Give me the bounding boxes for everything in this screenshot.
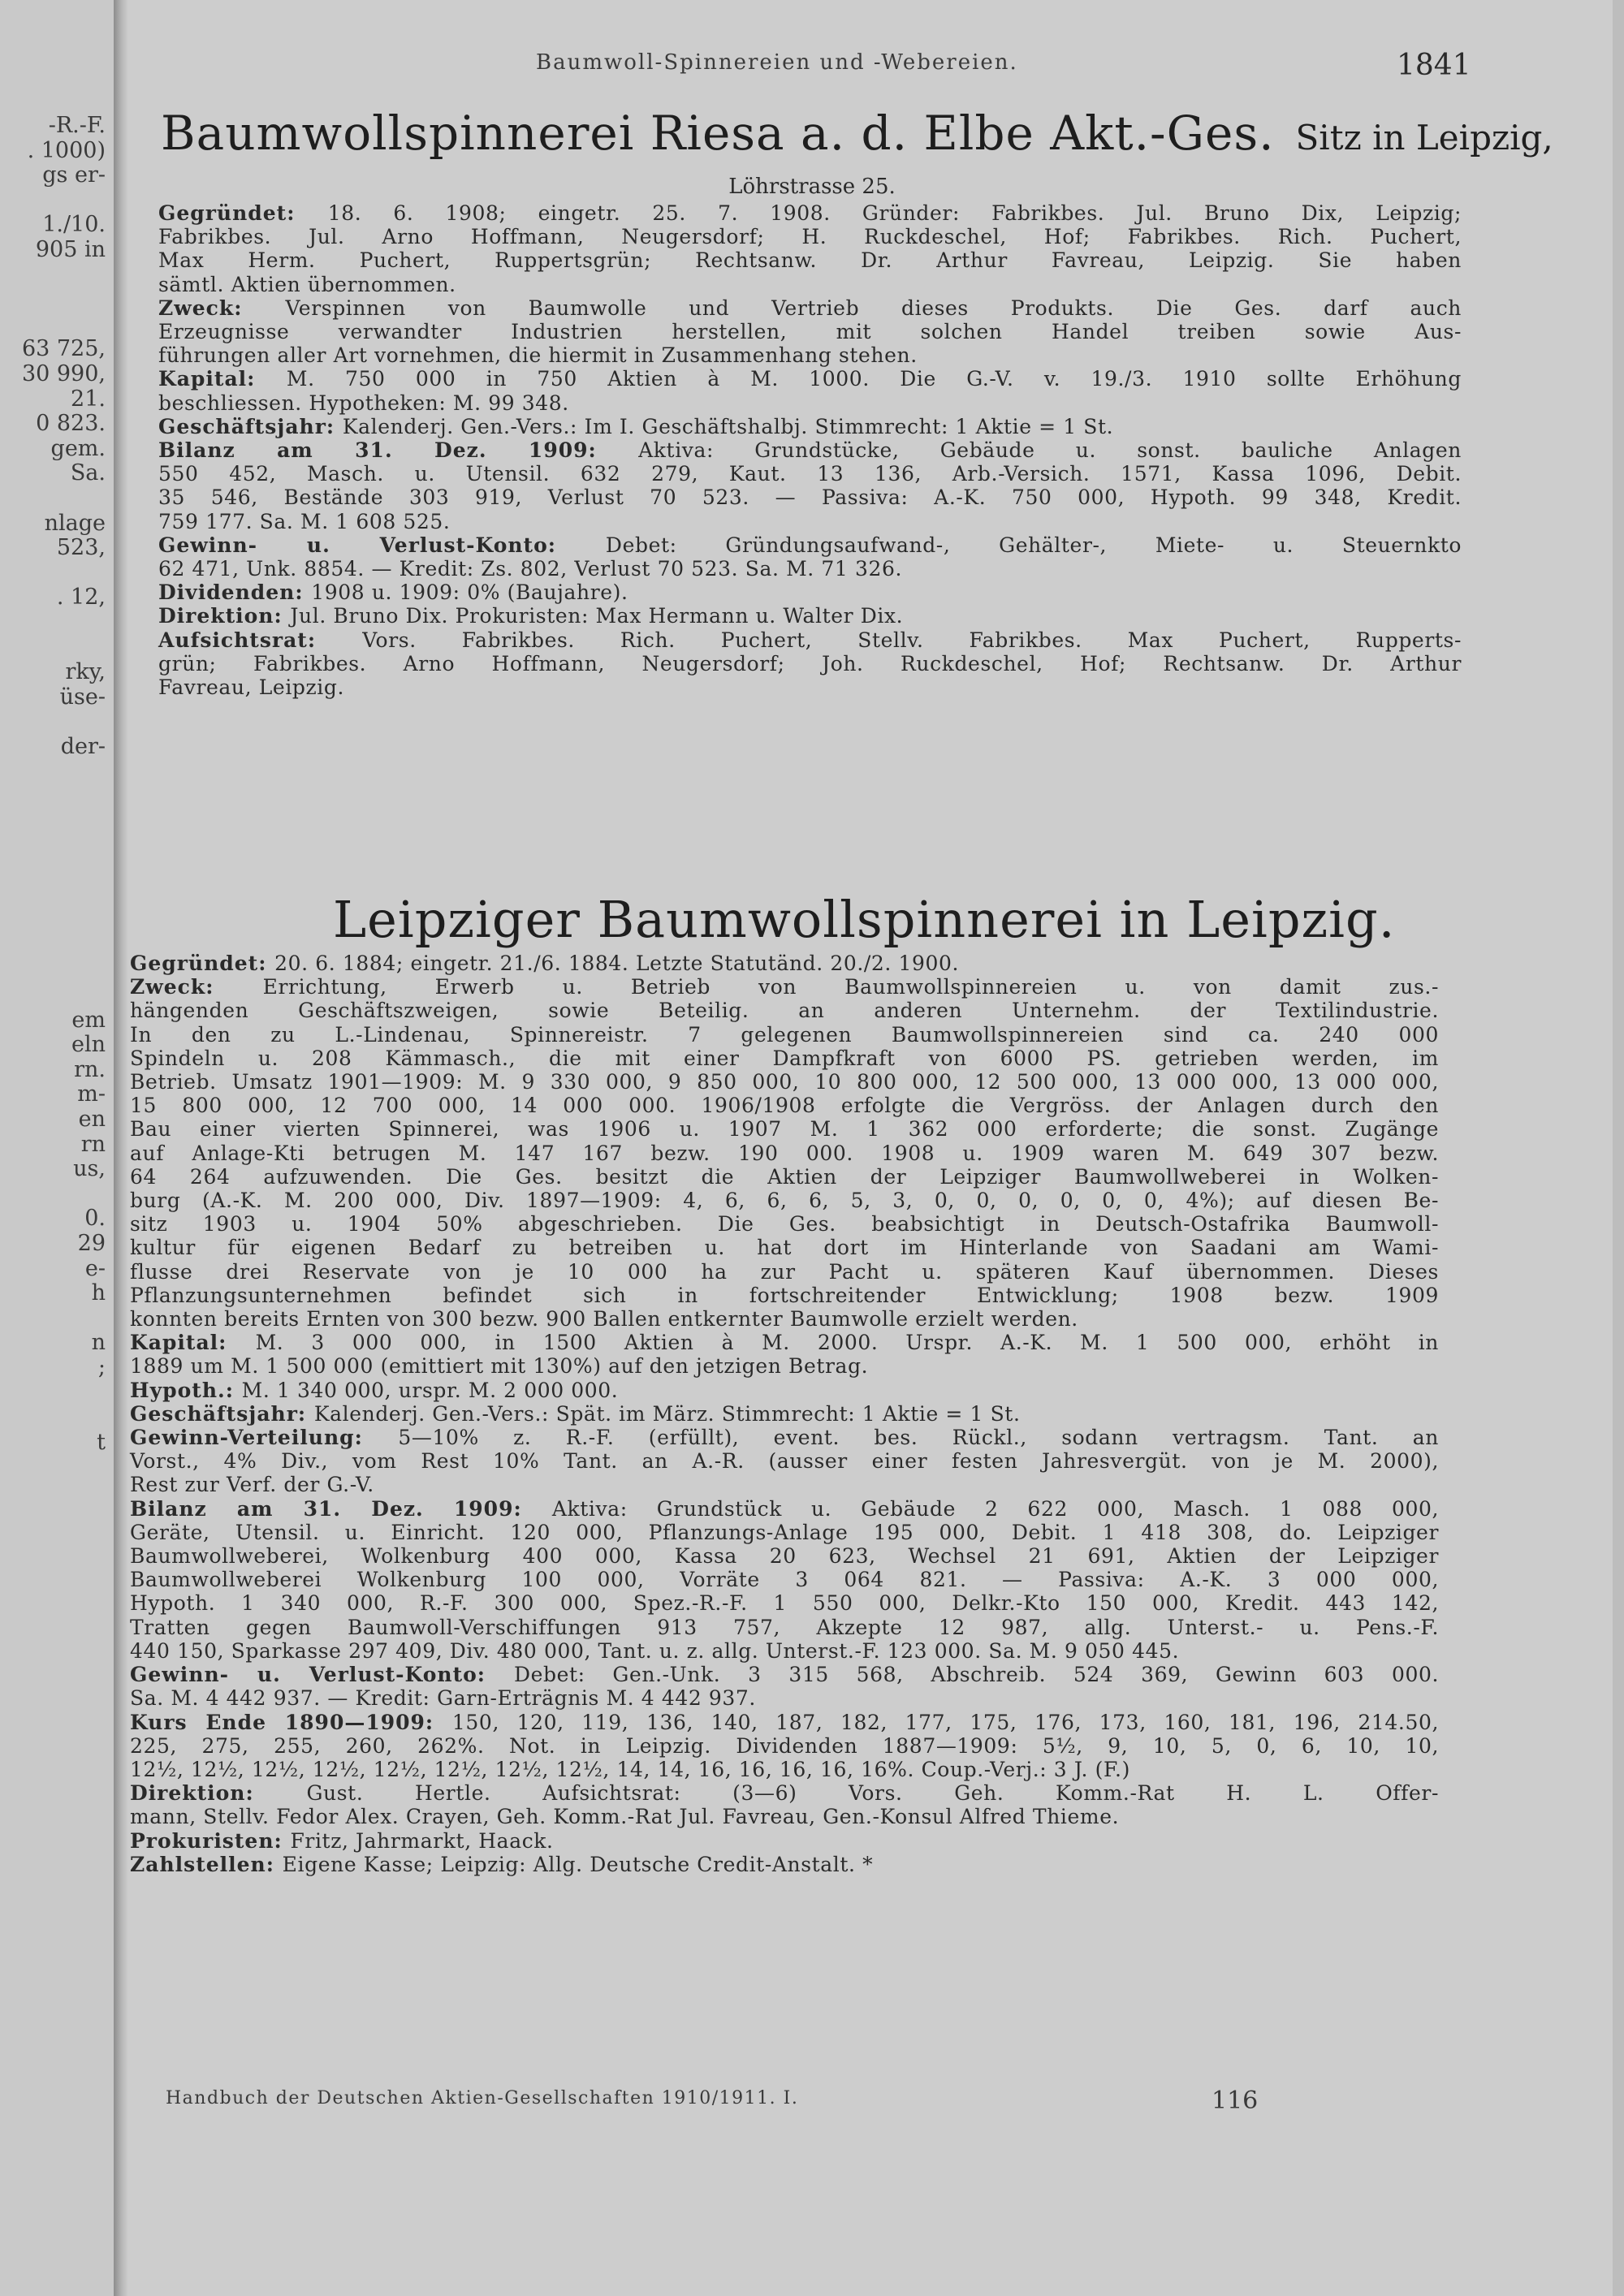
- field-label: Gegründet:: [130, 952, 275, 975]
- footer-publication: Handbuch der Deutschen Aktien-Gesellschaften 1910/1911. I.: [166, 2088, 799, 2108]
- field-text: burg (A.-K. M. 200 000, Div. 1897—1909: 4, 6, 6, 6, 5, 3, 0, 0, 0, 0, 0, 0, 4%); auf diesen Be-: [130, 1189, 1439, 1213]
- entry2-line: [130, 1805, 1439, 1828]
- field-text: Errichtung, Erwerb u. Betrieb von Baumwollspinnereien u. von damit zus.-: [262, 975, 1440, 999]
- entry1-line: [158, 628, 1462, 652]
- entry1-line: [158, 415, 1462, 438]
- field-label: Kapital:: [158, 367, 287, 391]
- entry2-line: [130, 952, 1439, 975]
- field-text: Debet: Gen.-Unk. 3 315 568, Abschreib. 524 369, Gewinn 603 000.: [513, 1663, 1440, 1687]
- entry1-line: [158, 201, 1462, 225]
- margin-fragment: 29: [77, 1231, 106, 1256]
- field-text: Gust. Hertle. Aufsichtsrat: (3—6) Vors. Geh. Komm.-Rat H. L. Offer-: [306, 1781, 1439, 1806]
- field-text: In den zu L.-Lindenau, Spinnereistr. 7 gelegenen Baumwollspinnereien sind ca. 240 000: [130, 1022, 1439, 1047]
- margin-fragment: gs er-: [42, 162, 106, 188]
- field-label: Zweck:: [158, 296, 286, 320]
- margin-fragment: h: [91, 1280, 106, 1306]
- footer-sheet-number: 116: [1212, 2087, 1259, 2115]
- entry2-line: [130, 1236, 1439, 1259]
- entry2-line: [130, 1189, 1439, 1212]
- field-text: flusse drei Reservate von je 10 000 ha zur Pacht u. späteren Kauf übernommen. Dieses: [130, 1259, 1439, 1284]
- entry2-line: [130, 1521, 1439, 1544]
- margin-fragment: Sa.: [70, 460, 106, 486]
- field-text: Jul. Bruno Dix. Prokuristen: Max Hermann u. Walter Dix.: [290, 604, 904, 628]
- field-label: Direktion:: [130, 1781, 307, 1806]
- entry1-line: [158, 462, 1462, 486]
- margin-fragment: . 12,: [56, 585, 106, 611]
- entry2-body: [130, 952, 1439, 1876]
- field-text: 759 177. Sa. M. 1 608 525.: [158, 509, 451, 533]
- field-text: führungen aller Art vornehmen, die hiermit in Zusammenhang stehen.: [158, 343, 918, 368]
- field-text: sitz 1903 u. 1904 50% abgeschrieben. Die Ges. beabsichtigt in Deutsch-Ostafrika Baumwoll-: [130, 1212, 1439, 1236]
- field-text: Vors. Fabrikbes. Rich. Puchert, Stellv. Fabrikbes. Max Puchert, Rupperts-: [362, 628, 1462, 652]
- field-text: Spindeln u. 208 Kämmasch., die mit einer Dampfkraft von 6000 PS. getrieben werden, im: [130, 1046, 1439, 1070]
- field-text: Tratten gegen Baumwoll-Verschiffungen 913 757, Akzepte 12 987, allg. Unterst.- u. Pens.-F.: [130, 1615, 1439, 1639]
- entry2-line: [130, 975, 1439, 999]
- field-text: Aktiva: Grundstücke, Gebäude u. sonst. bauliche Anlagen: [638, 438, 1462, 463]
- entry2-line: [130, 1568, 1439, 1591]
- entry2-line: [130, 1402, 1439, 1426]
- entry1-line: [158, 273, 1462, 296]
- entry1-line: [158, 510, 1462, 533]
- entry1-body: [158, 201, 1462, 699]
- field-label: Dividenden:: [158, 580, 312, 605]
- field-text: Eigene Kasse; Leipzig: Allg. Deutsche Credit-Anstalt. *: [282, 1852, 874, 1876]
- margin-fragment: 1./10.: [42, 212, 106, 238]
- margin-fragment: 0.: [84, 1206, 106, 1232]
- field-text: 1908 u. 1909: 0% (Baujahre).: [311, 580, 628, 605]
- field-text: 225, 275, 255, 260, 262%. Not. in Leipzig. Dividenden 1887—1909: 5½, 9, 10, 5, 0, 6, 10, 10,: [130, 1733, 1439, 1758]
- page-number: 1841: [1397, 49, 1471, 82]
- gutter-shadow: [114, 0, 128, 2296]
- field-text: 12½, 12½, 12½, 12½, 12½, 12½, 12½, 12½, 14, 14, 16, 16, 16, 16, 16%. Coup.-Verj.: 3 J. (F.): [130, 1757, 1130, 1781]
- field-label: Kurs Ende 1890—1909:: [130, 1710, 452, 1734]
- entry1-line: [158, 652, 1462, 675]
- field-label: Bilanz am 31. Dez. 1909:: [158, 438, 639, 463]
- entry2-line: [130, 1307, 1439, 1331]
- margin-fragment: gem.: [50, 435, 106, 461]
- entry2-line: [130, 1047, 1439, 1070]
- entry2-line: [130, 1426, 1439, 1449]
- field-label: Direktion:: [158, 604, 291, 628]
- field-label: Aufsichtsrat:: [158, 628, 363, 652]
- field-text: Geräte, Utensil. u. Einricht. 120 000, Pflanzungs-Anlage 195 000, Debit. 1 418 308, do. Leipziger: [130, 1520, 1439, 1544]
- field-label: Zweck:: [130, 975, 263, 999]
- margin-fragment: 905 in: [35, 237, 106, 262]
- field-text: M. 750 000 in 750 Aktien à M. 1000. Die G.-V. v. 19./3. 1910 sollte Erhöhung: [286, 367, 1462, 391]
- field-text: 150, 120, 119, 136, 140, 187, 182, 177, 175, 176, 173, 160, 181, 196, 214.50,: [451, 1710, 1439, 1734]
- field-text: 18. 6. 1908; eingetr. 25. 7. 1908. Gründer: Fabrikbes. Jul. Bruno Dix, Leipzig;: [327, 201, 1462, 225]
- field-text: Pflanzungsunternehmen befindet sich in fortschreitender Entwicklung; 1908 bezw. 1909: [130, 1283, 1439, 1307]
- field-text: Hypoth. 1 340 000, R.-F. 300 000, Spez.-R.-F. 1 550 000, Delkr.-Kto 150 000, Kredit. 443 142,: [130, 1591, 1439, 1616]
- field-text: Fabrikbes. Jul. Arno Hoffmann, Neugersdorf; H. Ruckdeschel, Hof; Fabrikbes. Rich. Puchert,: [158, 225, 1462, 249]
- entry2-line: [130, 1117, 1439, 1141]
- field-text: 62 471, Unk. 8854. — Kredit: Zs. 802, Verlust 70 523. Sa. M. 71 326.: [158, 557, 903, 581]
- field-text: kultur für eigenen Bedarf zu betreiben u. hat dort im Hinterlande von Saadani am Wami-: [130, 1236, 1439, 1260]
- margin-fragment: us,: [73, 1156, 106, 1182]
- entry1-line: [158, 604, 1462, 628]
- entry2-line: [130, 1639, 1439, 1663]
- entry2-line: [130, 1379, 1439, 1402]
- margin-fragment: e-: [84, 1255, 106, 1281]
- entry1-line: [158, 438, 1462, 462]
- margin-fragment: en: [78, 1107, 106, 1132]
- margin-fragment: n: [91, 1330, 106, 1356]
- entry1-line: [158, 580, 1462, 604]
- entry1-line: [158, 343, 1462, 367]
- margin-fragment: nlage: [44, 510, 106, 536]
- field-text: 5—10% z. R.-F. (erfüllt), event. bes. Rückl., sodann vertragsm. Tant. an: [398, 1426, 1439, 1450]
- field-text: Kalenderj. Gen.-Vers.: Spät. im März. Stimmrecht: 1 Aktie = 1 St.: [313, 1401, 1021, 1426]
- field-text: 20. 6. 1884; eingetr. 21./6. 1884. Letzte Statutänd. 20./2. 1900.: [274, 952, 960, 975]
- field-text: hängenden Geschäftszweigen, sowie Beteilig. an anderen Unternehm. der Textilindustrie.: [130, 999, 1439, 1023]
- field-text: Betrieb. Umsatz 1901—1909: M. 9 330 000, 9 850 000, 10 800 000, 12 500 000, 13 000 000, 13 000 000,: [130, 1070, 1439, 1094]
- running-head: Baumwoll-Spinnereien und -Webereien.: [536, 50, 1018, 75]
- entry1-title-row: [161, 106, 1553, 161]
- entry2-line: [130, 1758, 1439, 1781]
- entry2-line: [130, 1354, 1439, 1378]
- field-text: grün; Fabrikbes. Arno Hoffmann, Neugersdorf; Joh. Ruckdeschel, Hof; Rechtsanw. Dr. Arthur: [158, 651, 1462, 675]
- margin-fragment: em: [71, 1007, 106, 1033]
- field-label: Geschäftsjahr:: [130, 1401, 314, 1426]
- entry2-line: [130, 1260, 1439, 1284]
- entry1-line: [158, 296, 1462, 320]
- margin-fragment: rn: [80, 1131, 106, 1157]
- field-text: Verspinnen von Baumwolle und Vertrieb dieses Produkts. Die Ges. darf auch: [285, 296, 1462, 320]
- entry1-line: [158, 391, 1462, 415]
- entry2-line: [130, 1829, 1439, 1853]
- margin-fragment: -R.-F.: [48, 113, 106, 138]
- field-text: 35 546, Bestände 303 919, Verlust 70 523. — Passiva: A.-K. 750 000, Hypoth. 99 348, Kredit.: [158, 486, 1462, 510]
- margin-fragment: eln: [71, 1032, 106, 1058]
- margin-fragment: üse-: [59, 684, 106, 710]
- margin-fragment: rn.: [74, 1056, 106, 1082]
- field-label: Zahlstellen:: [130, 1852, 283, 1876]
- entry2-line: [130, 1070, 1439, 1094]
- entry2-line: [130, 999, 1439, 1022]
- margin-fragment: m-: [77, 1081, 106, 1107]
- field-text: Erzeugnisse verwandter Industrien herstellen, mit solchen Handel treiben sowie Aus-: [158, 320, 1462, 344]
- entry1-line: [158, 248, 1462, 272]
- field-text: 15 800 000, 12 700 000, 14 000 000. 1906/1908 erfolgte die Vergröss. der Anlagen durch den: [130, 1094, 1439, 1118]
- entry2-line: [130, 1331, 1439, 1354]
- field-label: Geschäftsjahr:: [158, 414, 343, 438]
- entry2-line: [130, 1142, 1439, 1165]
- field-label: Gewinn-Verteilung:: [130, 1426, 399, 1450]
- margin-fragment: der-: [60, 734, 106, 759]
- entry1-seat: Sitz in Leipzig,: [1295, 118, 1553, 158]
- field-text: Kalenderj. Gen.-Vers.: Im I. Geschäftshalbj. Stimmrecht: 1 Aktie = 1 St.: [342, 414, 1114, 438]
- field-text: M. 3 000 000, in 1500 Aktien à M. 2000. Urspr. A.-K. M. 1 500 000, erhöht in: [255, 1331, 1439, 1355]
- field-text: Aktiva: Grundstück u. Gebäude 2 622 000, Masch. 1 088 000,: [551, 1496, 1440, 1521]
- entry2-line: [130, 1094, 1439, 1117]
- field-label: Bilanz am 31. Dez. 1909:: [130, 1496, 552, 1521]
- entry1-address: Löhrstrasse 25.: [728, 175, 896, 199]
- entry2-line: [130, 1212, 1439, 1236]
- entry2-line: [130, 1734, 1439, 1758]
- field-text: beschliessen. Hypotheken: M. 99 348.: [158, 391, 569, 415]
- entry2-line: [130, 1711, 1439, 1734]
- entry2-line: [130, 1023, 1439, 1047]
- entry2-line: [130, 1473, 1439, 1496]
- field-label: Prokuristen:: [130, 1828, 291, 1853]
- field-text: 440 150, Sparkasse 297 409, Div. 480 000, Tant. u. z. allg. Unterst.-F. 123 000. Sa. M. 9 050 445.: [130, 1638, 1180, 1663]
- field-text: Fritz, Jahrmarkt, Haack.: [290, 1828, 554, 1853]
- field-label: Hypoth.:: [130, 1378, 242, 1402]
- field-label: Gewinn- u. Verlust-Konto:: [130, 1663, 514, 1687]
- entry2-line: [130, 1544, 1439, 1568]
- entry1-line: [158, 320, 1462, 343]
- margin-fragment: 0 823.: [36, 411, 106, 437]
- field-text: Max Herm. Puchert, Ruppertsgrün; Rechtsanw. Dr. Arthur Favreau, Leipzig. Sie haben: [158, 248, 1462, 273]
- entry2-line: [130, 1781, 1439, 1805]
- field-text: Debet: Gründungsaufwand-, Gehälter-, Miete- u. Steuernkto: [605, 533, 1462, 557]
- entry2-line: [130, 1284, 1439, 1307]
- field-text: Baumwollweberei, Wolkenburg 400 000, Kassa 20 623, Wechsel 21 691, Aktien der Leipziger: [130, 1544, 1439, 1569]
- entry2-line: [130, 1853, 1439, 1876]
- entry1-line: [158, 486, 1462, 509]
- entry1-line: [158, 533, 1462, 557]
- field-text: sämtl. Aktien übernommen.: [158, 272, 456, 296]
- entry2-title-row: [333, 890, 1395, 949]
- margin-fragment: ;: [97, 1355, 106, 1380]
- field-text: auf Anlage-Kti betrugen M. 147 167 bezw. 190 000. 1908 u. 1909 waren M. 649 307 bezw.: [130, 1141, 1439, 1165]
- field-label: Gegründet:: [158, 201, 328, 225]
- entry2-title: Leipziger Baumwollspinnerei in Leipzig.: [333, 890, 1396, 949]
- right-edge: [1613, 0, 1624, 2296]
- entry1-line: [158, 225, 1462, 248]
- margin-fragment: 30 990,: [21, 361, 106, 386]
- entry2-line: [130, 1591, 1439, 1615]
- entry2-line: [130, 1497, 1439, 1521]
- field-text: Vorst., 4% Div., vom Rest 10% Tant. an A.-R. (ausser einer festen Jahresvergüt. von je M. 2000),: [130, 1449, 1439, 1474]
- field-label: Gewinn- u. Verlust-Konto:: [158, 533, 606, 557]
- entry2-line: [130, 1449, 1439, 1473]
- field-text: 550 452, Masch. u. Utensil. 632 279, Kaut. 13 136, Arb.-Versich. 1571, Kassa 1096, Debit.: [158, 462, 1462, 486]
- field-text: Baumwollweberei Wolkenburg 100 000, Vorräte 3 064 821. — Passiva: A.-K. 3 000 000,: [130, 1568, 1439, 1592]
- entry2-line: [130, 1686, 1439, 1710]
- entry1-line: [158, 367, 1462, 391]
- field-text: Bau einer vierten Spinnerei, was 1906 u. 1907 M. 1 362 000 erforderte; die sonst. Zugänge: [130, 1117, 1439, 1142]
- field-text: M. 1 340 000, urspr. M. 2 000 000.: [241, 1378, 619, 1402]
- margin-fragment: rky,: [65, 659, 106, 685]
- field-label: Kapital:: [130, 1331, 256, 1355]
- field-text: Sa. M. 4 442 937. — Kredit: Garn-Erträgnis M. 4 442 937.: [130, 1686, 756, 1711]
- margin-fragment: t: [97, 1429, 106, 1455]
- entry1-line: [158, 557, 1462, 580]
- field-text: 1889 um M. 1 500 000 (emittiert mit 130%) auf den jetzigen Betrag.: [130, 1354, 869, 1379]
- field-text: mann, Stellv. Fedor Alex. Crayen, Geh. Komm.-Rat Jul. Favreau, Gen.-Konsul Alfred Thieme.: [130, 1805, 1120, 1829]
- field-text: Favreau, Leipzig.: [158, 675, 345, 700]
- entry2-line: [130, 1663, 1439, 1686]
- entry1-line: [158, 675, 1462, 699]
- left-margin-gutter: [0, 0, 122, 2296]
- margin-fragment: 63 725,: [21, 336, 106, 362]
- margin-fragment: . 1000): [27, 137, 106, 163]
- margin-fragment: 21.: [71, 386, 106, 412]
- field-text: konnten bereits Ernten von 300 bezw. 900 Ballen entkernter Baumwolle erzielt werden.: [130, 1307, 1078, 1331]
- entry2-line: [130, 1165, 1439, 1189]
- margin-fragment: 523,: [56, 535, 106, 561]
- field-text: Rest zur Verf. der G.-V.: [130, 1473, 374, 1497]
- entry2-line: [130, 1616, 1439, 1639]
- entry1-title: Baumwollspinnerei Riesa a. d. Elbe Akt.-Ges.: [161, 106, 1275, 161]
- field-text: 64 264 aufzuwenden. Die Ges. besitzt die Aktien der Leipziger Baumwollweberei in Wolken-: [130, 1164, 1439, 1189]
